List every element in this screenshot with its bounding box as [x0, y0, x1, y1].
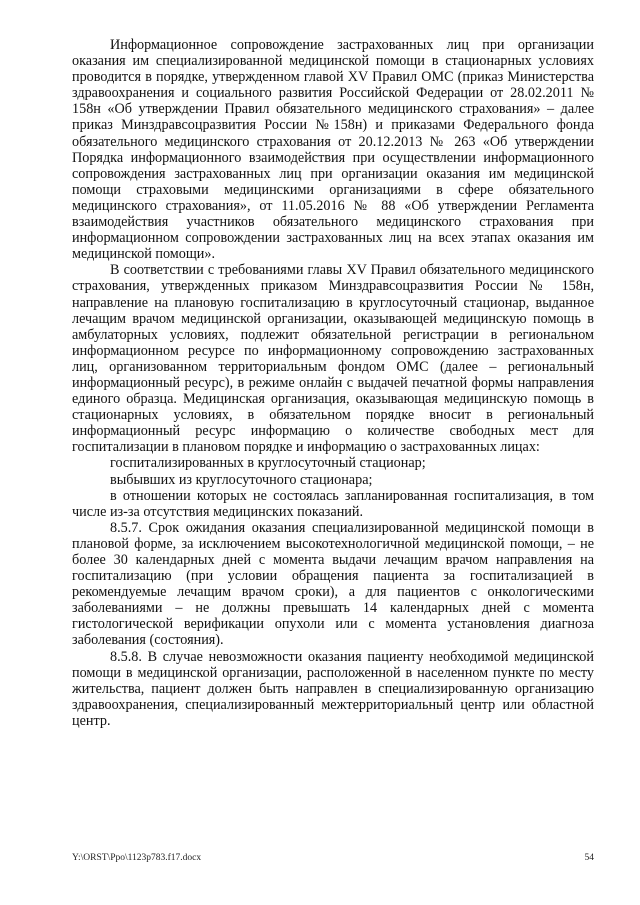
list-item-discharged: выбывших из круглосуточного стационара;: [110, 471, 373, 488]
paragraph-8-5-7: 8.5.7. Срок ожидания оказания специализированной медицинской помощи в плановой форме, за исключением высокотехнологичной медицинской помощи, – не более 30 календарных дней с момента выдачи лечащим врачом направления на госпитализацию (при условии обращения пациента за госпитализацией в рекомендуемые лечащим врачом сроки), а для пациентов с онкологическими заболеваниями – не должны превышать 14 календарных дней с момента гистологической верификации опухоли или с момента установления диагноза заболевания (состояния).: [72, 519, 594, 649]
footer-file-path: Y:\ORST\Ppo\1123p783.f17.docx: [72, 853, 202, 863]
page-number: 54: [584, 853, 594, 863]
list-item-hospitalized: госпитализированных в круглосуточный стационар;: [110, 455, 426, 472]
document-body: [72, 37, 594, 729]
list-item-hospitalization-not-held: в отношении которых не состоялась запланированная госпитализация, в том числе из-за отсутствия медицинских показаний.: [72, 487, 594, 520]
paragraph-8-5-8: 8.5.8. В случае невозможности оказания пациенту необходимой медицинской помощи в медицинской организации, расположенной в населенном пункте по месту жительства, пациент должен быть направлен в специализированную организацию здравоохранения, специализированный межтерриториальный центр или областной центр.: [72, 648, 594, 729]
paragraph-chapter-xv-requirements: В соответствии с требованиями главы XV Правил обязательного медицинского страхования, утвержденных приказом Минздравсоцразвития России № 158н, направление на плановую госпитализацию в круглосуточный стационар, выданное лечащим врачом медицинской организации, оказывающей медицинскую помощь в амбулаторных условиях, подлежит обязательной регистрации в региональном информационном ресурсе по информационному сопровождению застрахованных лиц, организованном территориальным фондом ОМС (далее – региональный информационный ресурс), в режиме онлайн с выдачей печатной формы направления единого образца. Медицинская организация, оказывающая медицинскую помощь в стационарных условиях, в обязательном порядке вносит в региональный информационный ресурс информацию о количестве свободных мест для госпитализации в плановом порядке и информацию о застрахованных лицах:: [72, 262, 594, 456]
paragraph-information-support: Информационное сопровождение застрахованных лиц при организации оказания им специализированной медицинской помощи в стационарных условиях проводится в порядке, утвержденном главой XV Правил ОМС (приказ Министерства здравоохранения и социального развития Российской Федерации от 28.02.2011 № 158н «Об утверждении Правил обязательного медицинского страхования» – далее приказ Минздравсоцразвития России №158н) и приказами Федерального фонда обязательного медицинского страхования от 20.12.2013 № 263 «Об утверждении Порядка информационного взаимодействия при осуществлении информационного сопровождения застрахованных лиц при организации оказания им медицинской помощи страховыми медицинскими организациями в сфере обязательного медицинского страхования», от 11.05.2016 № 88 «Об утверждении Регламента взаимодействия участников обязательного медицинского страхования при информационном сопровождении застрахованных лиц на всех этапах оказания им медицинской помощи».: [72, 37, 594, 263]
